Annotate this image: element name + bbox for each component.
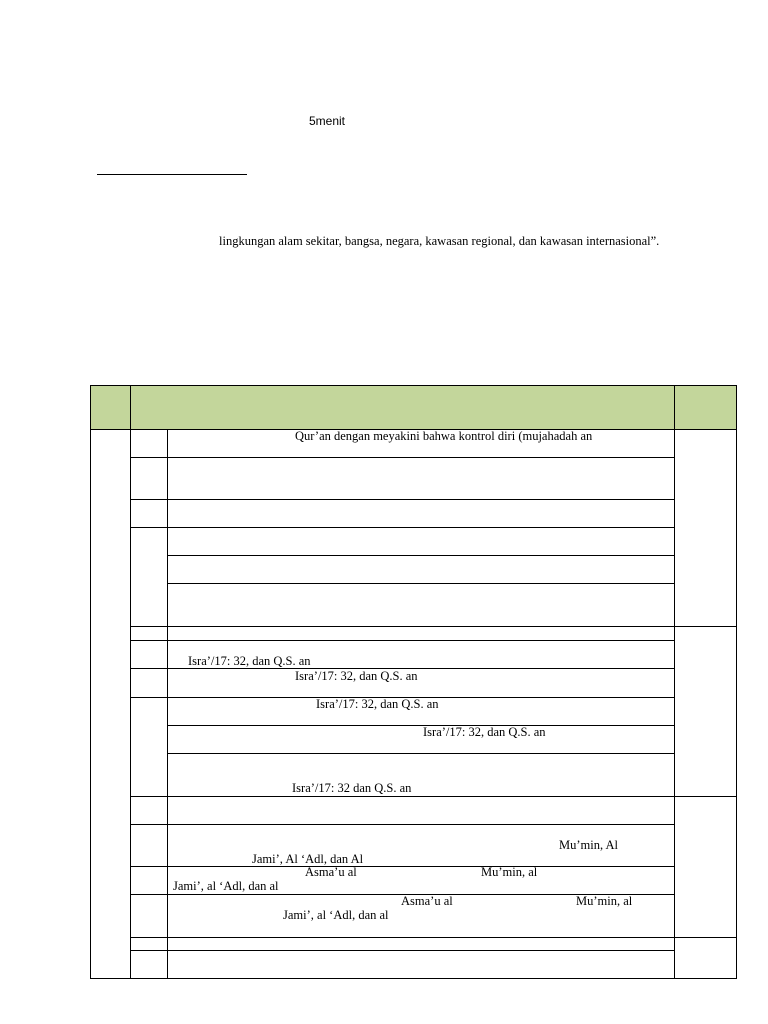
cell-text: Mu’min, Al	[559, 838, 619, 852]
row-line	[130, 950, 675, 951]
header-cell-main	[131, 386, 674, 429]
duration-text: 5menit	[309, 114, 346, 128]
cell-text: Isra’/17: 32, dan Q.S. an	[423, 725, 546, 739]
column-divider-1	[130, 385, 131, 979]
cell-text: Asma’u al	[305, 865, 357, 879]
row-line	[167, 725, 675, 726]
paragraph-line: lingkungan alam sekitar, bangsa, negara, kawasan regional, dan kawasan internasional”.	[219, 234, 660, 248]
row-line	[130, 499, 675, 500]
header-cell-right	[674, 386, 736, 429]
cell-text: Isra’/17: 32, dan Q.S. an	[188, 654, 311, 668]
signature-rule	[97, 174, 247, 175]
row-line	[130, 796, 675, 797]
row-line	[130, 866, 675, 867]
cell-text: Jami’, Al ‘Adl, dan Al	[252, 852, 364, 866]
cell-text: Isra’/17: 32 dan Q.S. an	[292, 781, 412, 795]
table-bottom-border	[90, 978, 737, 979]
column-divider-3	[674, 385, 675, 979]
cell-text: Mu’min, al	[481, 865, 538, 879]
row-line	[167, 753, 675, 754]
cell-text: Mu’min, al	[576, 894, 633, 908]
row-line	[130, 626, 737, 627]
row-line	[130, 457, 675, 458]
row-line	[167, 583, 675, 584]
table-right-border	[736, 385, 737, 979]
row-line	[167, 555, 675, 556]
table-left-border	[90, 385, 91, 979]
cell-text: Qur’an dengan meyakini bahwa kontrol diri (mujahadah an	[295, 429, 593, 443]
row-line	[130, 824, 675, 825]
row-line	[130, 527, 675, 528]
row-line	[674, 796, 737, 797]
header-cell-number	[91, 386, 131, 429]
cell-text: Jami’, al ‘Adl, dan al	[173, 879, 279, 893]
column-divider-2	[167, 429, 168, 979]
row-line	[130, 640, 675, 641]
cell-text: Jami’, al ‘Adl, dan al	[283, 908, 389, 922]
table-top-border	[90, 385, 737, 386]
cell-text: Asma’u al	[401, 894, 453, 908]
cell-text: Isra’/17: 32, dan Q.S. an	[295, 669, 418, 683]
row-line	[130, 937, 737, 938]
cell-text: Isra’/17: 32, dan Q.S. an	[316, 697, 439, 711]
